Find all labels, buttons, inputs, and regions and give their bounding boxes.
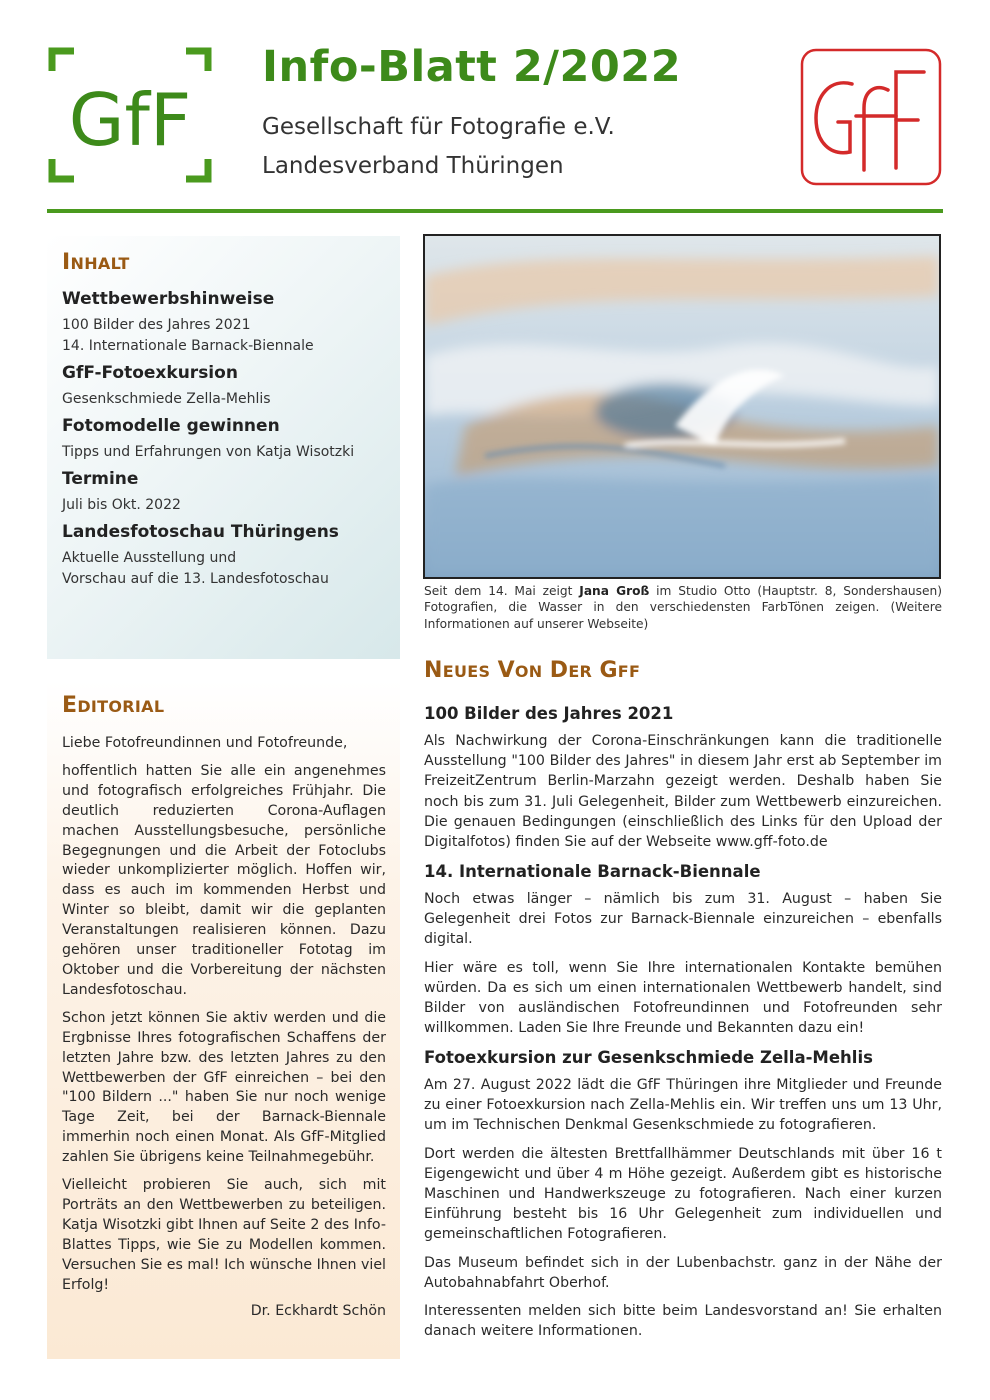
contents-section <box>62 522 386 590</box>
editorial-paragraph: Liebe Fotofreundinnen und Fotofreunde, <box>62 735 348 751</box>
article-paragraph: Interessenten melden sich bitte beim Landesvorstand an! Sie erhalten danach weitere Informationen. <box>424 1303 942 1340</box>
contents-section-lines <box>62 389 386 410</box>
article-title: 14. Internationale Barnack-Biennale <box>424 862 761 881</box>
article-fotoexkursion <box>424 1048 942 1349</box>
editorial-paragraph: Schon jetzt können Sie aktiv werden und die Ergbnisse Ihres fotografischen Schaffens der letzten Jahre bzw. des letzten Jahres zu den Wettbewerben der GfF einreichen – bei den "100 Bildern ..." haben Sie nur noch wenige Tage Zeit, bei der Barnack-Biennale immerhin noch einen Monat. Als GfF-Mitglied zahlen Sie übrigens keine Teilnahmegebühr. <box>62 1009 386 1166</box>
editorial-signature: Dr. Eckhardt Schön <box>250 1303 386 1320</box>
contents-section-lines <box>62 548 386 590</box>
article-barnack-biennale <box>424 862 942 1046</box>
contents-line: Vorschau auf die 13. Landesfotoschau <box>62 571 329 587</box>
contents-line: 14. Internationale Barnack-Biennale <box>62 338 314 354</box>
contents-heading: INHALT <box>62 250 130 275</box>
contents-section-lines <box>62 315 386 357</box>
contents-section-lines <box>62 442 386 463</box>
contents-line: Aktuelle Ausstellung und <box>62 550 237 566</box>
article-title: Fotoexkursion zur Gesenkschmiede Zella-Mehlis <box>424 1048 873 1067</box>
contents-section <box>62 469 386 516</box>
page-title: Info-Blatt 2/2022 <box>262 42 682 92</box>
article-paragraph: Am 27. August 2022 lädt die GfF Thüringen ihre Mitglieder und Freunde zu einer Fotoexkursion nach Zella-Mehlis ein. Wir treffen uns um 13 Uhr, um im Technischen Denkmal Gesenkschmiede zu fotografieren. <box>424 1077 942 1134</box>
editorial-heading: EDITORIAL <box>62 693 165 718</box>
editorial-paragraph: Vielleicht probieren Sie auch, sich mit Porträts an den Wettbewerben zu beteiligen. Katja Wisotzki gibt Ihnen auf Seite 2 des Info-Blattes Tipps, wie Sie zu Modellen kommen. Versuchen Sie es mal! Ich wünsche Ihnen viel Erfolg! <box>62 1177 386 1293</box>
news-heading: NEUES VON DER GFF <box>424 658 641 683</box>
contents-section-title: GfF-Fotoexkursion <box>62 363 238 383</box>
contents-section-lines <box>62 495 386 516</box>
gff-logo-green <box>48 45 212 185</box>
contents-section-title: Landesfotoschau Thüringens <box>62 522 339 542</box>
editorial-paragraph: hoffentlich hatten Sie alle ein angenehmes und fotografisch erfolgreiches Frühjahr. Die deutlich reduzierten Corona-Auflagen machen Ausstellungsbesuche, persönliche Begegnungen und die Arbeit der Fotoclubs wieder unkomplizierter möglich. Hoffen wir, dass es auch im kommenden Herbst und Winter so bleibt, damit wir die geplanten Veranstaltungen realisieren können. Dazu gehören unser traditioneller Fototag im Oktober und die Vorbereitung der nächsten Landesfotoschau. <box>62 762 386 998</box>
org-region: Landesverband Thüringen <box>262 153 564 179</box>
contents-line: 100 Bilder des Jahres 2021 <box>62 317 251 333</box>
editorial-box <box>47 681 400 1359</box>
contents-section <box>62 363 386 410</box>
article-paragraph: Noch etwas länger – nämlich bis zum 31. August – haben Sie Gelegenheit drei Fotos zur Barnack-Biennale einzureichen – ebenfalls digital. <box>424 891 942 948</box>
contents-section-title: Wettbewerbshinweise <box>62 289 275 309</box>
org-name: Gesellschaft für Fotografie e.V. <box>262 114 615 140</box>
contents-line: Juli bis Okt. 2022 <box>62 497 181 513</box>
contents-section-title: Termine <box>62 469 139 489</box>
contents-line: Gesenkschmiede Zella-Mehlis <box>62 391 271 407</box>
photo-caption: Seit dem 14. Mai zeigt Jana Groß im Studio Otto (Hauptstr. 8, Sondershausen) Fotografien, die Wasser in den verschiedensten FarbTönen zeigen. (Weitere Informationen auf unserer Webseite) <box>424 584 942 631</box>
article-paragraph: Dort werden die ältesten Brettfallhämmer Deutschlands mit über 16 t Eigengewicht und über 4 m Höhe gezeigt. Außerdem gibt es historische Maschinen und Handwerkszeuge zu fotografieren. Nach einer kurzen Einführung besteht bis 16 Uhr Gelegenheit zum individuellen und gemeinschaftlichen Fotografieren. <box>424 1145 942 1243</box>
article-paragraph: Das Museum befindet sich in der Lubenbachstr. ganz in der Nähe der Autobahnabfahrt Oberhof. <box>424 1254 942 1291</box>
article-paragraph: Hier wäre es toll, wenn Sie Ihre internationalen Kontakte bemühen würden. Da es sich um einen internationalen Wettbewerb handelt, sind Bilder von ausländischen Fotofreundinnen und Fotofreunden sehr willkommen. Laden Sie Ihre Freunde und Bekannten dazu ein! <box>424 959 942 1037</box>
header-divider <box>47 209 943 213</box>
logo-left-text: GfF <box>68 78 192 162</box>
contents-section <box>62 416 386 463</box>
article-paragraph: Als Nachwirkung der Corona-Einschränkungen kann die traditionelle Ausstellung "100 Bilder des Jahres" in diesem Jahr erst ab September im FreizeitZentrum Berlin-Marzahn gezeigt werden. Deshalb haben Sie noch bis zum 31. Juli Gelegenheit, Bilder zum Wettbewerb einzureichen. Die genauen Bedingungen (einschließlich des Links für den Upload der Digitalfotos) finden Sie auf der Webseite www.gff-foto.de <box>424 733 942 851</box>
article-title: 100 Bilder des Jahres 2021 <box>424 704 674 723</box>
article-100-bilder <box>424 704 942 860</box>
contents-box <box>47 236 400 659</box>
contents-section <box>62 289 386 357</box>
featured-photo <box>423 234 941 579</box>
water-photo-image <box>425 236 939 577</box>
gff-logo-red <box>800 48 942 186</box>
contents-line: Tipps und Erfahrungen von Katja Wisotzki <box>62 444 355 460</box>
contents-section-title: Fotomodelle gewinnen <box>62 416 280 436</box>
